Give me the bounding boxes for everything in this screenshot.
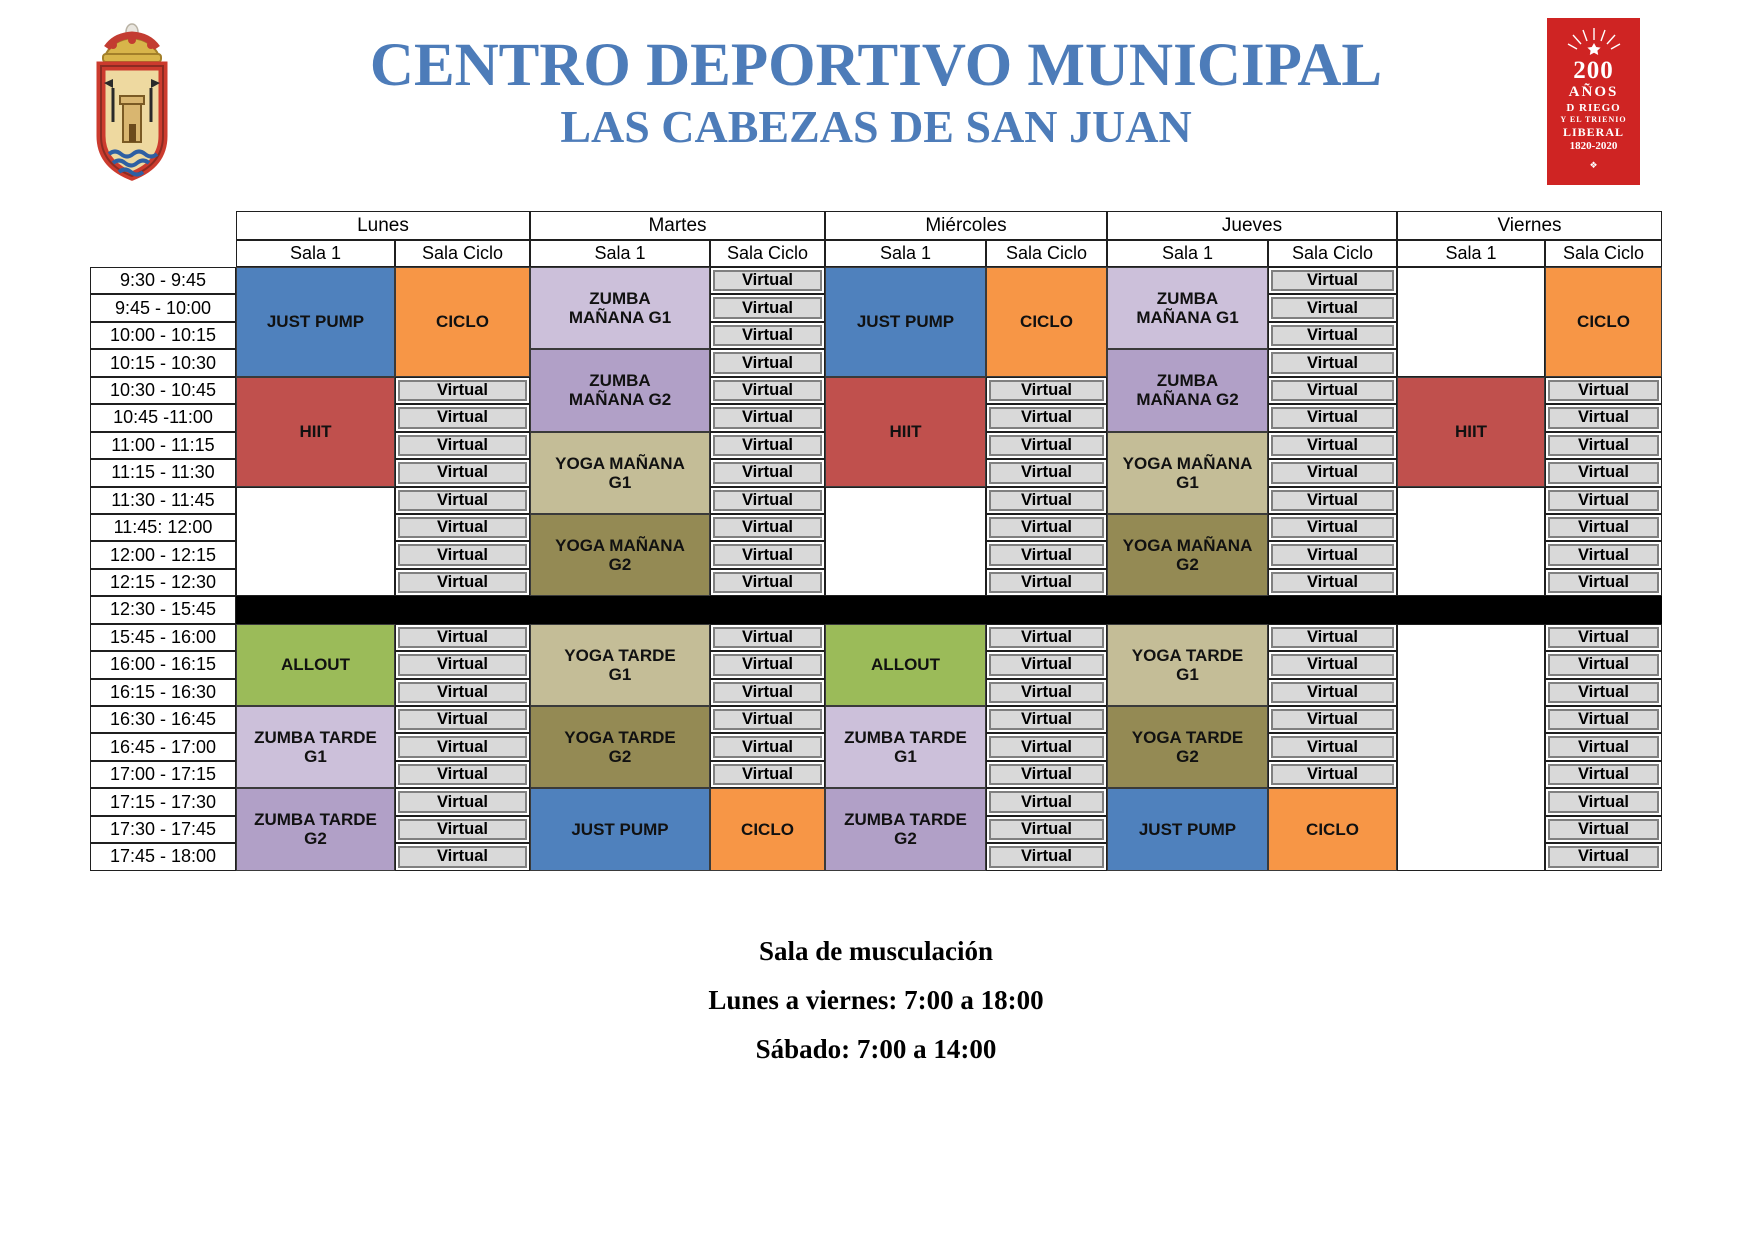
virtual-badge: Virtual — [398, 819, 527, 840]
virtual-badge: Virtual — [398, 517, 527, 538]
virtual-badge: Virtual — [1271, 270, 1394, 291]
virtual-slot — [1545, 843, 1662, 870]
weekly-schedule-table — [90, 211, 1662, 871]
virtual-badge: Virtual — [1548, 791, 1659, 812]
day-header-martes: Martes — [530, 211, 825, 240]
time-slot-label: 17:15 - 17:30 — [90, 788, 236, 815]
virtual-badge: Virtual — [713, 517, 822, 538]
activity-block-allout: ALLOUT — [825, 624, 986, 706]
activity-block-yoga-manana-g1: YOGA MAÑANA G1 — [1107, 432, 1268, 514]
virtual-badge: Virtual — [989, 709, 1104, 730]
virtual-badge: Virtual — [398, 846, 527, 867]
virtual-badge: Virtual — [1271, 490, 1394, 511]
virtual-slot — [710, 404, 825, 431]
virtual-slot — [395, 404, 530, 431]
virtual-slot — [1268, 459, 1397, 486]
virtual-badge: Virtual — [989, 572, 1104, 593]
virtual-badge: Virtual — [1271, 654, 1394, 675]
virtual-slot — [986, 487, 1107, 514]
virtual-badge: Virtual — [989, 846, 1104, 867]
virtual-badge: Virtual — [989, 407, 1104, 428]
virtual-slot — [395, 651, 530, 678]
virtual-slot — [1268, 267, 1397, 294]
title-line-2: LAS CABEZAS DE SAN JUAN — [560, 101, 1192, 152]
virtual-slot — [1545, 569, 1662, 596]
virtual-slot — [1545, 706, 1662, 733]
activity-block-allout: ALLOUT — [236, 624, 395, 706]
virtual-badge: Virtual — [1271, 407, 1394, 428]
virtual-badge: Virtual — [1271, 736, 1394, 757]
virtual-badge: Virtual — [989, 654, 1104, 675]
footer-room-title: Sala de musculación — [758, 936, 994, 966]
virtual-badge: Virtual — [1548, 764, 1659, 785]
virtual-badge: Virtual — [1271, 325, 1394, 346]
virtual-slot — [986, 459, 1107, 486]
closure-block — [236, 596, 395, 623]
virtual-badge: Virtual — [398, 654, 527, 675]
virtual-slot — [1268, 294, 1397, 321]
virtual-slot — [710, 294, 825, 321]
activity-block-ciclo: CICLO — [986, 267, 1107, 377]
virtual-badge: Virtual — [1548, 517, 1659, 538]
room-header-viernes-sala-1: Sala 1 — [1397, 240, 1545, 267]
virtual-slot — [1545, 377, 1662, 404]
virtual-slot — [986, 679, 1107, 706]
activity-block-just-pump: JUST PUMP — [825, 267, 986, 377]
virtual-badge: Virtual — [1271, 352, 1394, 373]
closure-block — [710, 596, 825, 623]
virtual-badge: Virtual — [398, 544, 527, 565]
virtual-badge: Virtual — [398, 709, 527, 730]
virtual-badge: Virtual — [398, 682, 527, 703]
time-slot-label: 16:30 - 16:45 — [90, 706, 236, 733]
day-header-jueves: Jueves — [1107, 211, 1397, 240]
activity-block-just-pump: JUST PUMP — [1107, 788, 1268, 870]
virtual-slot — [1545, 404, 1662, 431]
virtual-badge: Virtual — [1271, 380, 1394, 401]
page-title — [90, 34, 1662, 152]
virtual-badge: Virtual — [713, 435, 822, 456]
virtual-badge: Virtual — [1548, 846, 1659, 867]
activity-block-zumba-manana-g2: ZUMBA MAÑANA G2 — [1107, 349, 1268, 431]
virtual-badge: Virtual — [713, 270, 822, 291]
virtual-slot — [1268, 624, 1397, 651]
virtual-slot — [1268, 322, 1397, 349]
virtual-slot — [1545, 651, 1662, 678]
virtual-slot — [1545, 541, 1662, 568]
virtual-badge: Virtual — [989, 435, 1104, 456]
logo-200-text: 200 — [1573, 57, 1614, 84]
activity-block-zumba-tarde-g2: ZUMBA TARDE G2 — [236, 788, 395, 870]
virtual-badge: Virtual — [713, 325, 822, 346]
time-slot-label: 11:30 - 11:45 — [90, 487, 236, 514]
virtual-badge: Virtual — [398, 572, 527, 593]
virtual-badge: Virtual — [713, 736, 822, 757]
virtual-slot — [1545, 733, 1662, 760]
virtual-slot — [1268, 377, 1397, 404]
time-slot-label: 16:45 - 17:00 — [90, 733, 236, 760]
virtual-badge: Virtual — [713, 654, 822, 675]
virtual-slot — [395, 843, 530, 870]
virtual-slot — [986, 541, 1107, 568]
room-header-jueves-sala-1: Sala 1 — [1107, 240, 1268, 267]
virtual-slot — [710, 432, 825, 459]
virtual-slot — [395, 487, 530, 514]
logo-years-text: 1820-2020 — [1569, 140, 1618, 152]
virtual-slot — [986, 514, 1107, 541]
time-slot-label: 12:15 - 12:30 — [90, 569, 236, 596]
virtual-badge: Virtual — [1548, 709, 1659, 730]
activity-block-yoga-tarde-g1: YOGA TARDE G1 — [530, 624, 710, 706]
virtual-slot — [1545, 679, 1662, 706]
virtual-badge: Virtual — [713, 352, 822, 373]
closure-block — [825, 596, 986, 623]
virtual-slot — [395, 788, 530, 815]
virtual-badge: Virtual — [713, 407, 822, 428]
virtual-slot — [710, 706, 825, 733]
virtual-slot — [1268, 487, 1397, 514]
closure-block — [986, 596, 1107, 623]
virtual-slot — [710, 487, 825, 514]
virtual-slot — [986, 761, 1107, 788]
empty-slot — [1397, 487, 1545, 597]
room-header-martes-sala-ciclo: Sala Ciclo — [710, 240, 825, 267]
virtual-slot — [986, 624, 1107, 651]
activity-block-yoga-tarde-g2: YOGA TARDE G2 — [1107, 706, 1268, 788]
virtual-badge: Virtual — [1271, 572, 1394, 593]
virtual-badge: Virtual — [713, 764, 822, 785]
virtual-slot — [986, 843, 1107, 870]
time-slot-label: 17:45 - 18:00 — [90, 843, 236, 870]
day-header-viernes: Viernes — [1397, 211, 1662, 240]
virtual-badge: Virtual — [1548, 627, 1659, 648]
activity-block-zumba-tarde-g1: ZUMBA TARDE G1 — [236, 706, 395, 788]
activity-block-ciclo: CICLO — [1268, 788, 1397, 870]
day-header-miercoles: Miércoles — [825, 211, 1107, 240]
virtual-badge: Virtual — [989, 764, 1104, 785]
virtual-slot — [710, 569, 825, 596]
footer-saturday-hours: Sábado: 7:00 a 14:00 — [755, 1034, 997, 1064]
activity-block-zumba-tarde-g1: ZUMBA TARDE G1 — [825, 706, 986, 788]
virtual-slot — [986, 788, 1107, 815]
activity-block-zumba-manana-g2: ZUMBA MAÑANA G2 — [530, 349, 710, 431]
virtual-slot — [1268, 569, 1397, 596]
logo-liberal-text: LIBERAL — [1562, 125, 1625, 139]
virtual-badge: Virtual — [989, 682, 1104, 703]
closure-block — [1397, 596, 1545, 623]
room-header-miercoles-sala-ciclo: Sala Ciclo — [986, 240, 1107, 267]
virtual-slot — [986, 706, 1107, 733]
virtual-slot — [1268, 349, 1397, 376]
virtual-slot — [710, 651, 825, 678]
virtual-slot — [395, 569, 530, 596]
closure-block — [1107, 596, 1268, 623]
time-slot-label: 16:15 - 16:30 — [90, 679, 236, 706]
virtual-badge: Virtual — [398, 435, 527, 456]
footer-hours — [90, 936, 1662, 1083]
time-slot-label: 12:00 - 12:15 — [90, 541, 236, 568]
time-slot-label: 12:30 - 15:45 — [90, 596, 236, 623]
virtual-slot — [1268, 706, 1397, 733]
logo-trienio-text: Y EL TRIENIO — [1560, 115, 1627, 124]
virtual-badge: Virtual — [1271, 764, 1394, 785]
closure-block — [1545, 596, 1662, 623]
time-slot-label: 10:00 - 10:15 — [90, 322, 236, 349]
room-header-lunes-sala-ciclo: Sala Ciclo — [395, 240, 530, 267]
virtual-slot — [395, 706, 530, 733]
virtual-slot — [395, 733, 530, 760]
day-header-lunes: Lunes — [236, 211, 530, 240]
room-header-jueves-sala-ciclo: Sala Ciclo — [1268, 240, 1397, 267]
time-slot-label: 10:45 -11:00 — [90, 404, 236, 431]
virtual-badge: Virtual — [989, 791, 1104, 812]
virtual-slot — [710, 322, 825, 349]
virtual-badge: Virtual — [989, 380, 1104, 401]
virtual-badge: Virtual — [1271, 544, 1394, 565]
rays-star-icon — [1566, 26, 1622, 56]
virtual-slot — [1545, 432, 1662, 459]
time-slot-label: 9:30 - 9:45 — [90, 267, 236, 294]
virtual-slot — [986, 377, 1107, 404]
virtual-badge: Virtual — [713, 462, 822, 483]
room-header-lunes-sala-1: Sala 1 — [236, 240, 395, 267]
virtual-slot — [710, 267, 825, 294]
virtual-slot — [1545, 487, 1662, 514]
virtual-badge: Virtual — [1548, 682, 1659, 703]
virtual-badge: Virtual — [713, 572, 822, 593]
empty-slot — [1397, 624, 1545, 871]
header — [90, 0, 1662, 200]
virtual-slot — [1268, 651, 1397, 678]
time-slot-label: 9:45 - 10:00 — [90, 294, 236, 321]
time-slot-label: 10:30 - 10:45 — [90, 377, 236, 404]
virtual-badge: Virtual — [1548, 544, 1659, 565]
virtual-badge: Virtual — [713, 682, 822, 703]
virtual-slot — [1268, 514, 1397, 541]
virtual-badge: Virtual — [1548, 435, 1659, 456]
virtual-slot — [1545, 514, 1662, 541]
activity-block-yoga-tarde-g1: YOGA TARDE G1 — [1107, 624, 1268, 706]
virtual-slot — [710, 733, 825, 760]
closure-block — [530, 596, 710, 623]
virtual-slot — [1268, 404, 1397, 431]
virtual-badge: Virtual — [989, 819, 1104, 840]
virtual-badge: Virtual — [1271, 709, 1394, 730]
virtual-badge: Virtual — [1548, 736, 1659, 757]
virtual-badge: Virtual — [713, 627, 822, 648]
time-slot-label: 15:45 - 16:00 — [90, 624, 236, 651]
activity-block-hiit: HIIT — [825, 377, 986, 487]
virtual-badge: Virtual — [1548, 407, 1659, 428]
virtual-slot — [1545, 459, 1662, 486]
virtual-slot — [395, 432, 530, 459]
virtual-badge: Virtual — [713, 544, 822, 565]
virtual-badge: Virtual — [398, 791, 527, 812]
virtual-badge: Virtual — [989, 544, 1104, 565]
virtual-slot — [1268, 432, 1397, 459]
virtual-slot — [395, 816, 530, 843]
diamond-ornament-icon: ❖ — [1589, 160, 1598, 170]
activity-block-zumba-tarde-g2: ZUMBA TARDE G2 — [825, 788, 986, 870]
virtual-slot — [710, 514, 825, 541]
virtual-badge: Virtual — [989, 736, 1104, 757]
virtual-badge: Virtual — [713, 380, 822, 401]
virtual-badge: Virtual — [1271, 627, 1394, 648]
virtual-slot — [710, 624, 825, 651]
activity-block-yoga-manana-g2: YOGA MAÑANA G2 — [1107, 514, 1268, 596]
virtual-badge: Virtual — [1271, 297, 1394, 318]
logo-anos-text: AÑOS — [1568, 84, 1619, 100]
room-header-miercoles-sala-1: Sala 1 — [825, 240, 986, 267]
virtual-badge: Virtual — [1548, 380, 1659, 401]
title-line-1: CENTRO DEPORTIVO MUNICIPAL — [369, 32, 1383, 99]
virtual-slot — [395, 459, 530, 486]
virtual-badge: Virtual — [398, 736, 527, 757]
virtual-slot — [395, 541, 530, 568]
closure-block — [395, 596, 530, 623]
virtual-slot — [395, 624, 530, 651]
virtual-badge: Virtual — [1548, 819, 1659, 840]
virtual-slot — [986, 404, 1107, 431]
virtual-badge: Virtual — [713, 297, 822, 318]
virtual-slot — [1545, 788, 1662, 815]
virtual-badge: Virtual — [1548, 462, 1659, 483]
virtual-badge: Virtual — [1548, 654, 1659, 675]
virtual-slot — [710, 377, 825, 404]
time-slot-label: 11:45: 12:00 — [90, 514, 236, 541]
virtual-slot — [1545, 761, 1662, 788]
time-slot-label: 17:00 - 17:15 — [90, 761, 236, 788]
virtual-badge: Virtual — [398, 407, 527, 428]
virtual-badge: Virtual — [1271, 462, 1394, 483]
virtual-slot — [1545, 624, 1662, 651]
time-slot-label: 11:00 - 11:15 — [90, 432, 236, 459]
virtual-slot — [710, 679, 825, 706]
virtual-badge: Virtual — [989, 627, 1104, 648]
room-header-martes-sala-1: Sala 1 — [530, 240, 710, 267]
bicentennial-logo — [1547, 18, 1640, 185]
closure-block — [1268, 596, 1397, 623]
activity-block-hiit: HIIT — [1397, 377, 1545, 487]
activity-block-yoga-tarde-g2: YOGA TARDE G2 — [530, 706, 710, 788]
virtual-slot — [395, 761, 530, 788]
empty-slot — [1397, 267, 1545, 377]
activity-block-ciclo: CICLO — [395, 267, 530, 377]
virtual-badge: Virtual — [398, 462, 527, 483]
activity-block-ciclo: CICLO — [1545, 267, 1662, 377]
virtual-slot — [1268, 733, 1397, 760]
virtual-slot — [1268, 761, 1397, 788]
activity-block-zumba-manana-g1: ZUMBA MAÑANA G1 — [530, 267, 710, 349]
virtual-badge: Virtual — [713, 490, 822, 511]
virtual-slot — [395, 377, 530, 404]
virtual-badge: Virtual — [398, 764, 527, 785]
virtual-slot — [710, 459, 825, 486]
virtual-slot — [1545, 816, 1662, 843]
virtual-slot — [986, 733, 1107, 760]
virtual-badge: Virtual — [989, 517, 1104, 538]
time-slot-label: 16:00 - 16:15 — [90, 651, 236, 678]
virtual-slot — [1268, 541, 1397, 568]
virtual-badge: Virtual — [398, 627, 527, 648]
virtual-slot — [710, 349, 825, 376]
virtual-slot — [1268, 679, 1397, 706]
virtual-slot — [986, 432, 1107, 459]
activity-block-hiit: HIIT — [236, 377, 395, 487]
empty-slot — [236, 487, 395, 597]
room-header-viernes-sala-ciclo: Sala Ciclo — [1545, 240, 1662, 267]
virtual-badge: Virtual — [398, 490, 527, 511]
virtual-badge: Virtual — [989, 462, 1104, 483]
virtual-slot — [986, 651, 1107, 678]
activity-block-just-pump: JUST PUMP — [530, 788, 710, 870]
time-slot-label: 17:30 - 17:45 — [90, 816, 236, 843]
empty-slot — [825, 487, 986, 597]
time-slot-label: 11:15 - 11:30 — [90, 459, 236, 486]
virtual-badge: Virtual — [713, 709, 822, 730]
footer-weekday-hours: Lunes a viernes: 7:00 a 18:00 — [708, 985, 1044, 1015]
virtual-badge: Virtual — [989, 490, 1104, 511]
virtual-badge: Virtual — [1271, 517, 1394, 538]
virtual-badge: Virtual — [1271, 682, 1394, 703]
activity-block-yoga-manana-g2: YOGA MAÑANA G2 — [530, 514, 710, 596]
virtual-badge: Virtual — [1271, 435, 1394, 456]
activity-block-just-pump: JUST PUMP — [236, 267, 395, 377]
virtual-slot — [395, 514, 530, 541]
virtual-slot — [986, 816, 1107, 843]
logo-riego-text: D RIEGO — [1566, 102, 1621, 114]
virtual-badge: Virtual — [1548, 572, 1659, 593]
virtual-badge: Virtual — [1548, 490, 1659, 511]
activity-block-zumba-manana-g1: ZUMBA MAÑANA G1 — [1107, 267, 1268, 349]
activity-block-ciclo: CICLO — [710, 788, 825, 870]
virtual-slot — [986, 569, 1107, 596]
virtual-slot — [710, 541, 825, 568]
time-slot-label: 10:15 - 10:30 — [90, 349, 236, 376]
virtual-badge: Virtual — [398, 380, 527, 401]
activity-block-yoga-manana-g1: YOGA MAÑANA G1 — [530, 432, 710, 514]
virtual-slot — [710, 761, 825, 788]
virtual-slot — [395, 679, 530, 706]
